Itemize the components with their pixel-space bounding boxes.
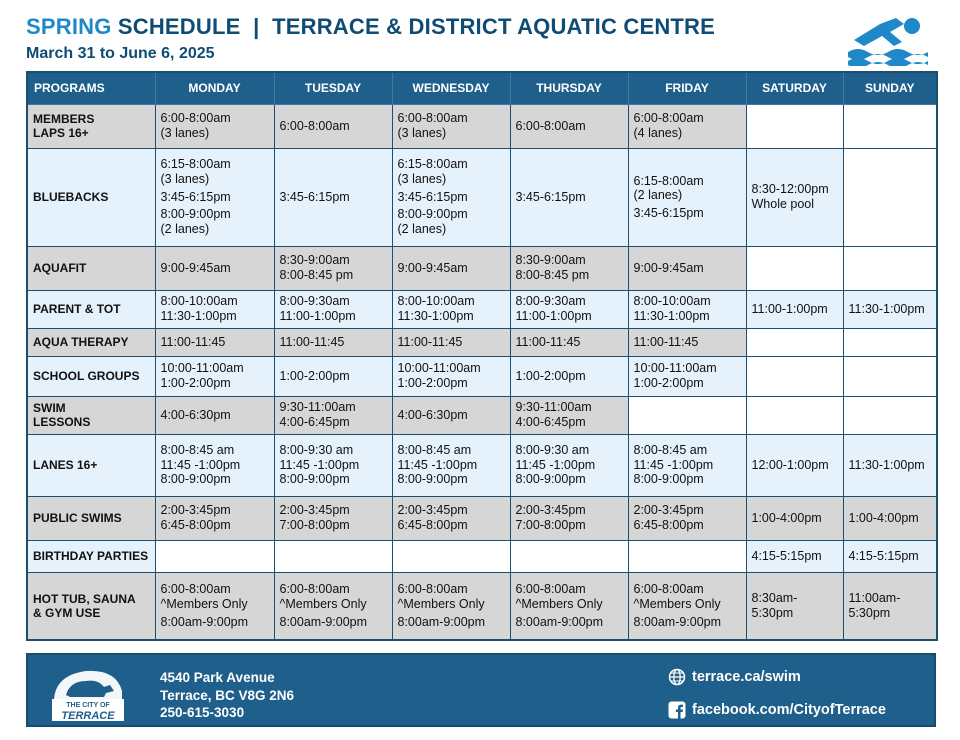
footer — [26, 653, 936, 727]
schedule-cell-friday — [628, 540, 746, 572]
time-slot: 11:00-11:45 — [279, 334, 345, 349]
time-slot: 6:00-8:00am — [279, 118, 350, 133]
schedule-cell-sunday — [843, 540, 937, 572]
time-slot: ^Members Only — [279, 596, 367, 611]
footer-links — [668, 665, 886, 722]
schedule-cell-saturday — [746, 328, 843, 356]
time-slot: (3 lanes) — [397, 126, 447, 140]
time-slot: 6:00-8:00am — [397, 582, 468, 597]
schedule-cell-monday — [155, 246, 274, 290]
schedule-cell-wednesday — [392, 104, 510, 148]
schedule-cell-friday — [628, 496, 746, 540]
time-slot: 2:00-3:45pm — [633, 503, 704, 518]
schedule-cell-friday — [628, 290, 746, 328]
page-title — [26, 14, 936, 40]
time-slot: 11:00-11:45 — [515, 334, 581, 349]
schedule-cell-monday — [155, 396, 274, 434]
facebook-text[interactable]: facebook.com/CityofTerrace — [692, 702, 886, 718]
facebook-link[interactable] — [668, 698, 886, 722]
schedule-cell-monday — [155, 572, 274, 640]
time-slot: Whole pool — [751, 197, 815, 211]
logo-line-1: THE CITY OF — [66, 702, 110, 709]
schedule-cell-sunday — [843, 572, 937, 640]
column-header-sunday: SUNDAY — [843, 72, 937, 104]
time-slot: 8:00-9:00pm — [397, 472, 468, 487]
time-slot: 10:00-11:00am — [633, 361, 717, 376]
time-slot: 5:30pm — [751, 605, 794, 620]
schedule-cell-sunday — [843, 434, 937, 496]
time-slot: 2:00-3:45pm — [515, 503, 586, 518]
schedule-cell-thursday — [510, 434, 628, 496]
table-row — [27, 496, 937, 540]
time-slot: 11:45 -1:00pm — [633, 457, 714, 472]
schedule-cell-thursday — [510, 496, 628, 540]
time-slot: 11:30-1:00pm — [397, 309, 474, 323]
time-slot: 1:00-2:00pm — [515, 368, 586, 383]
table-row — [27, 246, 937, 290]
program-name: & GYM USE — [33, 605, 101, 620]
page-header — [26, 14, 936, 70]
time-slot: ^Members Only — [160, 596, 248, 611]
schedule-cell-saturday — [746, 246, 843, 290]
title-accent: SPRING — [26, 14, 112, 39]
table-row — [27, 290, 937, 328]
schedule-cell-friday — [628, 148, 746, 246]
program-name-cell — [27, 104, 155, 148]
program-name-cell — [27, 356, 155, 396]
time-slot: 1:00-2:00pm — [279, 368, 350, 383]
time-slot: 8:00-10:00am — [633, 294, 711, 309]
time-slot: 7:00-8:00pm — [515, 518, 586, 532]
time-slot: 8:00-9:30 am — [515, 443, 590, 458]
schedule-cell-friday — [628, 328, 746, 356]
time-slot: 4:00-6:45pm — [279, 415, 350, 429]
program-name: AQUAFIT — [33, 260, 87, 275]
column-header-wednesday: WEDNESDAY — [392, 72, 510, 104]
time-slot: (2 lanes) — [633, 188, 683, 203]
schedule-cell-thursday — [510, 328, 628, 356]
time-slot: 1:00-2:00pm — [397, 376, 468, 390]
schedule-cell-saturday — [746, 572, 843, 640]
schedule-cell-tuesday — [274, 572, 392, 640]
table-row — [27, 572, 937, 640]
time-slot: 6:00-8:00am — [397, 111, 468, 126]
schedule-cell-wednesday — [392, 246, 510, 290]
time-slot: 11:45 -1:00pm — [279, 457, 360, 472]
schedule-cell-wednesday — [392, 572, 510, 640]
schedule-cell-sunday — [843, 496, 937, 540]
program-name-cell — [27, 540, 155, 572]
city-of-terrace-logo — [46, 661, 130, 723]
program-name-cell — [27, 572, 155, 640]
schedule-cell-sunday — [843, 104, 937, 148]
time-slot: 8:00am-9:00pm — [279, 614, 368, 629]
time-slot: 4:00-6:30pm — [160, 407, 231, 422]
time-slot: 11:00-1:00pm — [751, 301, 828, 316]
time-slot: 3:45-6:15pm — [515, 189, 586, 204]
schedule-cell-saturday — [746, 496, 843, 540]
program-name-cell — [27, 496, 155, 540]
schedule-cell-monday — [155, 540, 274, 572]
schedule-cell-monday — [155, 496, 274, 540]
program-name: PUBLIC SWIMS — [33, 510, 122, 525]
table-row — [27, 148, 937, 246]
time-slot: 9:00-9:45am — [160, 260, 231, 275]
schedule-cell-monday — [155, 356, 274, 396]
schedule-cell-wednesday — [392, 396, 510, 434]
time-slot: 11:45 -1:00pm — [515, 457, 596, 472]
time-slot: 6:15-8:00am — [397, 157, 468, 172]
time-slot: ^Members Only — [397, 596, 485, 611]
time-slot: 6:45-8:00pm — [397, 518, 468, 532]
time-slot: (4 lanes) — [633, 126, 683, 140]
column-header-tuesday: TUESDAY — [274, 72, 392, 104]
table-row — [27, 396, 937, 434]
time-slot: 3:45-6:15pm — [633, 205, 704, 220]
swimmer-icon — [846, 10, 932, 66]
time-slot: 12:00-1:00pm — [751, 457, 829, 472]
time-slot: 6:00-8:00am — [279, 582, 350, 597]
program-name: LANES 16+ — [33, 457, 98, 472]
program-name: LAPS 16+ — [33, 126, 89, 140]
time-slot: ^Members Only — [633, 596, 721, 611]
time-slot: 3:45-6:15pm — [279, 189, 350, 204]
time-slot: 6:15-8:00am — [633, 173, 704, 188]
time-slot: 9:30-11:00am — [279, 400, 356, 415]
time-slot: ^Members Only — [515, 596, 603, 611]
time-slot: 2:00-3:45pm — [160, 503, 231, 518]
time-slot: 9:00-9:45am — [397, 260, 468, 275]
time-slot: 6:45-8:00pm — [160, 518, 231, 532]
time-slot: 8:00am-9:00pm — [397, 614, 486, 629]
time-slot: 8:00am-9:00pm — [160, 614, 249, 629]
schedule-cell-thursday — [510, 290, 628, 328]
time-slot: (3 lanes) — [397, 172, 447, 187]
title-rest: SCHEDULE | TERRACE & DISTRICT AQUATIC CENTRE — [111, 14, 716, 39]
time-slot: 6:00-8:00am — [515, 118, 586, 133]
column-header-monday: MONDAY — [155, 72, 274, 104]
time-slot: 11:45 -1:00pm — [397, 457, 478, 472]
schedule-cell-saturday — [746, 290, 843, 328]
schedule-cell-wednesday — [392, 540, 510, 572]
schedule-table — [26, 71, 938, 641]
table-row — [27, 434, 937, 496]
program-name: AQUA THERAPY — [33, 334, 129, 349]
schedule-cell-saturday — [746, 356, 843, 396]
program-name: SWIM — [33, 400, 66, 415]
schedule-cell-friday — [628, 104, 746, 148]
schedule-cell-wednesday — [392, 328, 510, 356]
time-slot: 4:15-5:15pm — [751, 548, 822, 563]
time-slot: 9:00-9:45am — [633, 260, 704, 275]
schedule-cell-friday — [628, 356, 746, 396]
time-slot: 11:00-1:00pm — [515, 309, 592, 323]
time-slot: 9:30-11:00am — [515, 400, 592, 415]
program-name-cell — [27, 396, 155, 434]
schedule-cell-monday — [155, 104, 274, 148]
program-name: HOT TUB, SAUNA — [33, 591, 136, 606]
column-header-friday: FRIDAY — [628, 72, 746, 104]
time-slot: (2 lanes) — [397, 221, 447, 236]
table-row — [27, 540, 937, 572]
time-slot: 1:00-2:00pm — [633, 376, 704, 390]
table-header-row — [27, 72, 937, 104]
schedule-cell-sunday — [843, 356, 937, 396]
time-slot: 8:00-8:45 am — [397, 443, 472, 458]
time-slot: 11:30-1:00pm — [160, 309, 237, 323]
schedule-cell-tuesday — [274, 290, 392, 328]
program-name-cell — [27, 246, 155, 290]
program-name: LESSONS — [33, 415, 91, 429]
time-slot: 8:00am-9:00pm — [515, 614, 604, 629]
schedule-cell-monday — [155, 434, 274, 496]
schedule-cell-tuesday — [274, 540, 392, 572]
time-slot: 8:00-8:45 am — [160, 443, 235, 458]
time-slot: 8:30-9:00am — [279, 253, 350, 268]
program-name: BIRTHDAY PARTIES — [33, 548, 149, 563]
schedule-cell-saturday — [746, 540, 843, 572]
schedule-cell-saturday — [746, 104, 843, 148]
schedule-cell-monday — [155, 148, 274, 246]
table-row — [27, 104, 937, 148]
time-slot: 8:00-10:00am — [160, 294, 238, 309]
program-name-cell — [27, 434, 155, 496]
program-name-cell — [27, 328, 155, 356]
time-slot: 8:00-9:00pm — [160, 472, 231, 487]
table-row — [27, 328, 937, 356]
schedule-cell-sunday — [843, 246, 937, 290]
time-slot: 8:00-9:00pm — [279, 472, 350, 487]
time-slot: 8:00-9:30 am — [279, 443, 354, 458]
column-header-thursday: THURSDAY — [510, 72, 628, 104]
time-slot: 4:00-6:45pm — [515, 415, 586, 429]
time-slot: 4:15-5:15pm — [848, 548, 919, 563]
address-phone: 250-615-3030 — [160, 705, 245, 721]
program-name: SCHOOL GROUPS — [33, 368, 140, 383]
time-slot: (3 lanes) — [160, 126, 210, 140]
time-slot: 5:30pm — [848, 605, 891, 620]
time-slot: 3:45-6:15pm — [397, 189, 468, 204]
time-slot: 7:00-8:00pm — [279, 518, 350, 532]
schedule-cell-wednesday — [392, 434, 510, 496]
time-slot: 8:00-9:00pm — [397, 207, 468, 222]
time-slot: 6:00-8:00am — [515, 582, 586, 597]
schedule-cell-tuesday — [274, 246, 392, 290]
time-slot: 8:00-8:45 pm — [279, 268, 354, 282]
schedule-cell-tuesday — [274, 396, 392, 434]
schedule-cell-wednesday — [392, 148, 510, 246]
time-slot: 11:00-1:00pm — [279, 309, 356, 323]
address-block — [160, 669, 294, 722]
schedule-cell-thursday — [510, 572, 628, 640]
time-slot: 6:00-8:00am — [633, 582, 704, 597]
schedule-cell-tuesday — [274, 496, 392, 540]
column-header-saturday: SATURDAY — [746, 72, 843, 104]
schedule-cell-thursday — [510, 540, 628, 572]
time-slot: 6:00-8:00am — [633, 111, 704, 126]
time-slot: 11:00am- — [848, 591, 901, 606]
schedule-cell-friday — [628, 434, 746, 496]
time-slot: 6:45-8:00pm — [633, 518, 704, 532]
schedule-cell-tuesday — [274, 328, 392, 356]
time-slot: 8:00-10:00am — [397, 294, 475, 309]
schedule-cell-monday — [155, 290, 274, 328]
schedule-cell-wednesday — [392, 496, 510, 540]
time-slot: 11:30-1:00pm — [848, 301, 925, 316]
address-city: Terrace, BC V8G 2N6 — [160, 687, 295, 703]
time-slot: (2 lanes) — [160, 221, 210, 236]
time-slot: 1:00-4:00pm — [848, 510, 919, 525]
website-text[interactable]: terrace.ca/swim — [692, 669, 801, 685]
time-slot: 11:30-1:00pm — [848, 457, 925, 472]
time-slot: 11:30-1:00pm — [633, 309, 710, 323]
time-slot: 8:00-9:00pm — [160, 207, 231, 222]
time-slot: 1:00-4:00pm — [751, 510, 822, 525]
time-slot: 8:30-9:00am — [515, 253, 586, 268]
time-slot: 2:00-3:45pm — [397, 503, 468, 518]
time-slot: (3 lanes) — [160, 172, 210, 187]
time-slot: 8:30am- — [751, 591, 798, 606]
column-header-programs: PROGRAMS — [27, 72, 155, 104]
schedule-cell-tuesday — [274, 148, 392, 246]
schedule-cell-sunday — [843, 396, 937, 434]
schedule-cell-thursday — [510, 356, 628, 396]
time-slot: 11:00-11:45 — [160, 334, 226, 349]
schedule-cell-tuesday — [274, 356, 392, 396]
date-range: March 31 to June 6, 2025 — [26, 45, 215, 62]
time-slot: 8:00-9:30am — [515, 294, 586, 309]
time-slot: 10:00-11:00am — [160, 361, 244, 376]
schedule-cell-thursday — [510, 246, 628, 290]
schedule-cell-saturday — [746, 396, 843, 434]
time-slot: 1:00-2:00pm — [160, 376, 231, 390]
table-row — [27, 356, 937, 396]
time-slot: 2:00-3:45pm — [279, 503, 350, 518]
schedule-cell-saturday — [746, 148, 843, 246]
time-slot: 8:00am-9:00pm — [633, 614, 722, 629]
time-slot: 8:00-9:30am — [279, 294, 350, 309]
program-name-cell — [27, 290, 155, 328]
schedule-cell-friday — [628, 246, 746, 290]
schedule-cell-tuesday — [274, 104, 392, 148]
schedule-cell-thursday — [510, 148, 628, 246]
time-slot: 10:00-11:00am — [397, 361, 481, 376]
globe-icon — [668, 668, 686, 686]
time-slot: 6:15-8:00am — [160, 157, 231, 172]
time-slot: 11:45 -1:00pm — [160, 457, 241, 472]
program-name: PARENT & TOT — [33, 301, 121, 316]
schedule-cell-sunday — [843, 328, 937, 356]
schedule-cell-friday — [628, 396, 746, 434]
schedule-cell-wednesday — [392, 290, 510, 328]
address-street: 4540 Park Avenue — [160, 670, 275, 685]
time-slot: 8:00-9:00pm — [633, 472, 704, 487]
time-slot: 8:00-8:45 am — [633, 443, 708, 458]
time-slot: 8:00-9:00pm — [515, 472, 586, 487]
time-slot: 6:00-8:00am — [160, 582, 231, 597]
program-name: MEMBERS — [33, 111, 95, 126]
time-slot: 3:45-6:15pm — [160, 189, 231, 204]
schedule-cell-tuesday — [274, 434, 392, 496]
time-slot: 11:00-11:45 — [633, 334, 699, 349]
schedule-cell-sunday — [843, 290, 937, 328]
time-slot: 8:00-8:45 pm — [515, 268, 590, 282]
time-slot: 6:00-8:00am — [160, 111, 231, 126]
schedule-cell-thursday — [510, 396, 628, 434]
schedule-cell-saturday — [746, 434, 843, 496]
schedule-cell-monday — [155, 328, 274, 356]
time-slot: 4:00-6:30pm — [397, 407, 468, 422]
website-link[interactable] — [668, 665, 886, 689]
schedule-cell-wednesday — [392, 356, 510, 396]
schedule-cell-sunday — [843, 148, 937, 246]
facebook-icon — [668, 701, 686, 719]
program-name: BLUEBACKS — [33, 189, 109, 204]
schedule-cell-friday — [628, 572, 746, 640]
time-slot: 8:30-12:00pm — [751, 182, 829, 197]
logo-line-2: TERRACE — [61, 710, 115, 722]
schedule-cell-thursday — [510, 104, 628, 148]
program-name-cell — [27, 148, 155, 246]
time-slot: 11:00-11:45 — [397, 334, 463, 349]
